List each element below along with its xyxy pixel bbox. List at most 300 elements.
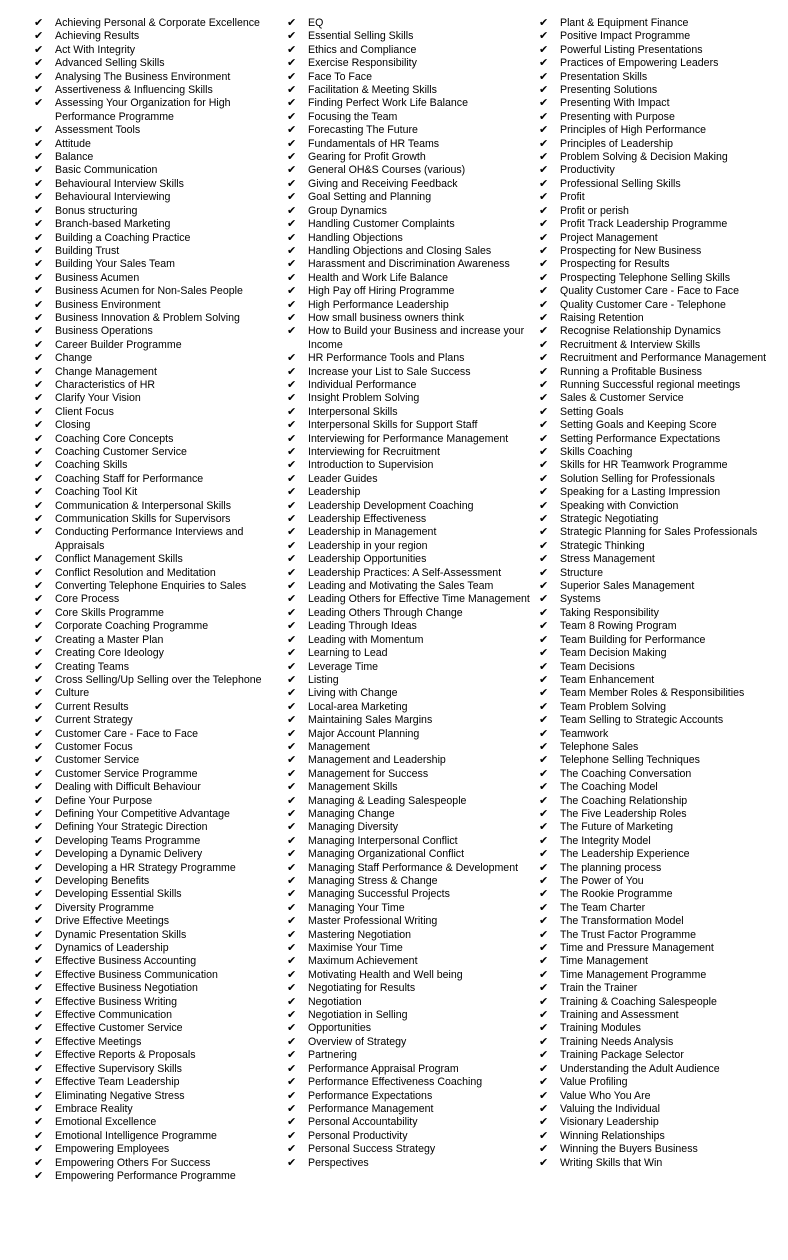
course-title: High Pay off Hiring Programme <box>308 285 455 298</box>
course-title: Powerful Listing Presentations <box>560 43 703 56</box>
check-icon: ✔ <box>287 915 297 928</box>
course-list-item <box>287 500 532 513</box>
check-icon: ✔ <box>287 285 297 298</box>
course-list-item <box>539 942 779 955</box>
course-list-item <box>34 795 274 808</box>
check-icon: ✔ <box>287 526 297 539</box>
check-icon: ✔ <box>539 378 549 391</box>
check-icon: ✔ <box>287 325 297 338</box>
course-title: Interpersonal Skills for Support Staff <box>308 419 478 432</box>
check-icon: ✔ <box>287 70 297 83</box>
course-list-item <box>539 808 779 821</box>
check-icon: ✔ <box>287 673 297 686</box>
course-list-item <box>34 71 274 84</box>
check-icon: ✔ <box>34 325 44 338</box>
course-title: Prospecting Telephone Selling Skills <box>560 271 730 284</box>
course-title: Developing a HR Strategy Programme <box>55 861 236 874</box>
check-icon: ✔ <box>287 1116 297 1129</box>
course-title: Customer Care - Face to Face <box>55 727 199 740</box>
course-title: Sales & Customer Service <box>560 392 684 405</box>
check-icon: ✔ <box>34 1116 44 1129</box>
check-icon: ✔ <box>287 405 297 418</box>
course-list-item <box>287 687 532 700</box>
course-title: Branch-based Marketing <box>55 218 171 231</box>
course-list-item <box>287 862 532 875</box>
course-title: Converting Telephone Enquiries to Sales <box>55 580 247 593</box>
course-title: Performance Appraisal Program <box>308 1062 459 1075</box>
check-icon: ✔ <box>539 794 549 807</box>
course-list-item <box>34 607 274 620</box>
course-list-item <box>34 661 274 674</box>
check-icon: ✔ <box>287 151 297 164</box>
check-icon: ✔ <box>539 338 549 351</box>
check-icon: ✔ <box>34 821 44 834</box>
check-icon: ✔ <box>287 848 297 861</box>
check-icon: ✔ <box>34 794 44 807</box>
course-list-item <box>287 942 532 955</box>
course-title: Profit <box>560 191 585 204</box>
check-icon: ✔ <box>539 848 549 861</box>
course-list-item <box>539 1036 779 1049</box>
course-title: Leading and Motivating the Sales Team <box>308 580 494 593</box>
course-title: Communication & Interpersonal Skills <box>55 499 232 512</box>
course-title: Productivity <box>560 164 615 177</box>
check-icon: ✔ <box>539 593 549 606</box>
check-icon: ✔ <box>34 177 44 190</box>
course-title: Training and Assessment <box>560 1009 679 1022</box>
course-list-item <box>34 781 274 794</box>
course-list-item <box>539 728 779 741</box>
course-list-item <box>34 848 274 861</box>
course-list-item <box>287 164 532 177</box>
course-title: Leadership Opportunities <box>308 553 427 566</box>
check-icon: ✔ <box>539 580 549 593</box>
course-list-item <box>539 419 779 432</box>
course-title: Coaching Customer Service <box>55 446 187 458</box>
course-list-item <box>539 701 779 714</box>
check-icon: ✔ <box>539 285 549 298</box>
check-icon: ✔ <box>539 459 549 472</box>
course-column-1 <box>34 17 274 1183</box>
check-icon: ✔ <box>287 834 297 847</box>
course-list-item <box>287 285 532 298</box>
check-icon: ✔ <box>539 553 549 566</box>
course-title: Listing <box>308 673 339 686</box>
course-title: Exercise Responsibility <box>308 57 417 70</box>
course-title: Eliminating Negative Stress <box>55 1089 185 1102</box>
course-list-item <box>34 30 274 43</box>
course-list-item <box>539 1022 779 1035</box>
course-list-item <box>539 486 779 499</box>
course-list-item <box>539 754 779 767</box>
course-title: Customer Focus <box>55 740 133 753</box>
check-icon: ✔ <box>34 740 44 753</box>
course-title: Developing Teams Programme <box>55 834 201 847</box>
course-list-item <box>287 1143 532 1156</box>
course-title: The Five Leadership Roles <box>560 807 687 820</box>
course-title: Characteristics of HR <box>55 378 156 391</box>
course-list-item <box>287 1009 532 1022</box>
check-icon: ✔ <box>539 271 549 284</box>
course-list-item <box>539 272 779 285</box>
course-list-item <box>539 1090 779 1103</box>
check-icon: ✔ <box>34 164 44 177</box>
course-title: Profit Track Leadership Programme <box>560 218 728 231</box>
course-list-item <box>287 701 532 714</box>
course-list-item <box>34 1143 274 1156</box>
course-title: Winning Relationships <box>560 1129 665 1142</box>
course-list-item <box>34 620 274 633</box>
check-icon: ✔ <box>287 97 297 110</box>
course-list-item <box>287 406 532 419</box>
course-list-item <box>34 1130 274 1143</box>
course-list-item <box>287 1063 532 1076</box>
course-title: Plant & Equipment Finance <box>560 17 689 29</box>
course-title: Superior Sales Management <box>560 580 695 593</box>
check-icon: ✔ <box>539 1102 549 1115</box>
course-title: Finding Perfect Work Life Balance <box>308 97 468 110</box>
course-title: Drive Effective Meetings <box>55 915 170 928</box>
course-title: Developing Benefits <box>55 875 150 887</box>
course-title: Attitude <box>55 137 91 150</box>
check-icon: ✔ <box>539 392 549 405</box>
course-title: Health and Work Life Balance <box>308 271 448 284</box>
check-icon: ✔ <box>34 43 44 56</box>
course-list-item <box>287 902 532 915</box>
check-icon: ✔ <box>34 687 44 700</box>
check-icon: ✔ <box>34 700 44 713</box>
course-list-item <box>287 567 532 580</box>
course-list-item <box>287 366 532 379</box>
course-list-item <box>287 1157 532 1170</box>
course-list-item <box>34 902 274 915</box>
course-title: Team 8 Rowing Program <box>560 620 677 633</box>
check-icon: ✔ <box>539 995 549 1008</box>
check-icon: ✔ <box>34 1129 44 1142</box>
check-icon: ✔ <box>539 660 549 673</box>
course-title: Defining Your Strategic Direction <box>55 821 208 834</box>
course-title: Team Enhancement <box>560 673 655 686</box>
course-title: Behavioural Interviewing <box>55 191 171 204</box>
course-list-item <box>34 942 274 955</box>
course-list-item <box>287 71 532 84</box>
course-list-item <box>539 955 779 968</box>
check-icon: ✔ <box>287 888 297 901</box>
course-list-item <box>539 768 779 781</box>
course-title: Analysing The Business Environment <box>55 70 231 83</box>
course-list-item <box>34 258 274 271</box>
course-title: Creating Core Ideology <box>55 647 164 660</box>
check-icon: ✔ <box>287 1089 297 1102</box>
course-list-item <box>539 1143 779 1156</box>
course-list-item <box>287 191 532 204</box>
course-title: Current Strategy <box>55 714 133 727</box>
course-list-item <box>539 366 779 379</box>
course-list-item <box>287 607 532 620</box>
course-title: Project Management <box>560 231 658 244</box>
course-list-item <box>287 540 532 553</box>
course-list-item <box>34 1170 274 1183</box>
check-icon: ✔ <box>287 298 297 311</box>
check-icon: ✔ <box>539 1143 549 1156</box>
course-title: Coaching Staff for Performance <box>55 472 204 485</box>
course-title: Basic Communication <box>55 164 158 177</box>
course-title: Group Dynamics <box>308 204 387 217</box>
course-title: Conflict Resolution and Meditation <box>55 566 216 579</box>
course-title: General OH&S Courses (various) <box>308 164 466 177</box>
check-icon: ✔ <box>34 338 44 351</box>
check-icon: ✔ <box>34 834 44 847</box>
course-title: Presentation Skills <box>560 70 648 83</box>
course-title: Effective Customer Service <box>55 1022 183 1035</box>
check-icon: ✔ <box>34 311 44 324</box>
course-list-item <box>34 366 274 379</box>
course-title: Corporate Coaching Programme <box>55 620 209 633</box>
course-title: Maintaining Sales Margins <box>308 714 433 727</box>
course-list-item <box>287 875 532 888</box>
course-list-item <box>287 272 532 285</box>
check-icon: ✔ <box>539 968 549 981</box>
check-icon: ✔ <box>34 1102 44 1115</box>
course-title: Running a Profitable Business <box>560 365 702 378</box>
check-icon: ✔ <box>287 968 297 981</box>
check-icon: ✔ <box>539 352 549 365</box>
course-list-item <box>287 634 532 647</box>
check-icon: ✔ <box>539 57 549 70</box>
course-title: Personal Productivity <box>308 1129 408 1142</box>
course-list-item <box>539 634 779 647</box>
check-icon: ✔ <box>34 459 44 472</box>
course-title: Setting Goals and Keeping Score <box>560 419 717 432</box>
course-list-item <box>34 433 274 446</box>
course-list-item <box>34 352 274 365</box>
check-icon: ✔ <box>34 620 44 633</box>
course-title: Structure <box>560 566 603 579</box>
course-list-item <box>539 97 779 110</box>
course-list-item <box>34 1090 274 1103</box>
check-icon: ✔ <box>34 17 44 29</box>
course-list-item <box>539 392 779 405</box>
course-title: Principles of High Performance <box>560 124 707 137</box>
check-icon: ✔ <box>539 97 549 110</box>
course-list-item <box>539 929 779 942</box>
course-title: Fundamentals of HR Teams <box>308 137 440 150</box>
check-icon: ✔ <box>287 553 297 566</box>
course-title: The Coaching Conversation <box>560 767 692 780</box>
check-icon: ✔ <box>539 566 549 579</box>
course-list-item <box>539 513 779 526</box>
check-icon: ✔ <box>287 17 297 29</box>
course-list-item <box>34 57 274 70</box>
course-list-item <box>34 674 274 687</box>
check-icon: ✔ <box>539 807 549 820</box>
check-icon: ✔ <box>34 151 44 164</box>
course-list-item <box>34 419 274 432</box>
check-icon: ✔ <box>34 901 44 914</box>
course-list-item <box>539 862 779 875</box>
check-icon: ✔ <box>539 177 549 190</box>
course-title: Team Problem Solving <box>560 700 666 713</box>
course-title: Personal Accountability <box>308 1116 418 1129</box>
check-icon: ✔ <box>539 432 549 445</box>
course-title: Effective Supervisory Skills <box>55 1062 182 1075</box>
check-icon: ✔ <box>539 218 549 231</box>
check-icon: ✔ <box>539 700 549 713</box>
course-title: Change Management <box>55 365 157 378</box>
course-title: Effective Meetings <box>55 1035 142 1048</box>
course-title: Strategic Negotiating <box>560 513 659 526</box>
check-icon: ✔ <box>539 539 549 552</box>
check-icon: ✔ <box>287 365 297 378</box>
check-icon: ✔ <box>539 110 549 123</box>
check-icon: ✔ <box>34 1009 44 1022</box>
course-title: Creating a Master Plan <box>55 633 164 646</box>
check-icon: ✔ <box>34 84 44 97</box>
course-title: Leading Others Through Change <box>308 606 463 619</box>
check-icon: ✔ <box>539 137 549 150</box>
course-list-item <box>34 553 274 566</box>
course-list-item <box>34 392 274 405</box>
check-icon: ✔ <box>287 539 297 552</box>
check-icon: ✔ <box>539 821 549 834</box>
course-list-item <box>539 1063 779 1076</box>
check-icon: ✔ <box>34 1156 44 1169</box>
course-list-item <box>539 567 779 580</box>
course-list-item <box>287 848 532 861</box>
check-icon: ✔ <box>287 218 297 231</box>
course-list-item <box>287 888 532 901</box>
check-icon: ✔ <box>539 740 549 753</box>
check-icon: ✔ <box>287 821 297 834</box>
course-list-item <box>287 151 532 164</box>
course-list-item <box>287 138 532 151</box>
course-list-item <box>34 1157 274 1170</box>
course-list-item <box>34 634 274 647</box>
course-list-item <box>287 982 532 995</box>
course-list-item <box>287 486 532 499</box>
check-icon: ✔ <box>34 606 44 619</box>
course-title: The Leadership Experience <box>560 848 690 861</box>
course-title: Skills for HR Teamwork Programme <box>560 459 728 472</box>
course-list-item <box>34 1049 274 1062</box>
check-icon: ✔ <box>539 942 549 955</box>
course-list-item <box>539 1103 779 1116</box>
course-title: Leadership Practices: A Self-Assessment <box>308 566 502 579</box>
course-list-item <box>34 84 274 97</box>
check-icon: ✔ <box>539 191 549 204</box>
course-title: Business Operations <box>55 325 153 338</box>
course-list-item <box>539 969 779 982</box>
course-title: Principles of Leadership <box>560 137 674 150</box>
course-list-item <box>287 473 532 486</box>
course-title: Client Focus <box>55 405 114 418</box>
course-list-item <box>34 969 274 982</box>
course-list-item <box>34 929 274 942</box>
course-list-item <box>539 299 779 312</box>
check-icon: ✔ <box>287 740 297 753</box>
course-title: Problem Solving & Decision Making <box>560 151 728 164</box>
course-list-item <box>34 513 274 526</box>
course-title: Effective Team Leadership <box>55 1076 180 1089</box>
course-list-item <box>287 620 532 633</box>
course-title: Conflict Management Skills <box>55 553 183 566</box>
check-icon: ✔ <box>287 647 297 660</box>
course-list-item <box>539 352 779 365</box>
course-title: Speaking with Conviction <box>560 499 679 512</box>
course-list-item <box>34 459 274 472</box>
course-title: Visionary Leadership <box>560 1116 659 1129</box>
check-icon: ✔ <box>34 1143 44 1156</box>
check-icon: ✔ <box>287 794 297 807</box>
course-list-item <box>34 446 274 459</box>
check-icon: ✔ <box>34 204 44 217</box>
check-icon: ✔ <box>287 700 297 713</box>
course-list-item <box>287 446 532 459</box>
course-title: Value Profiling <box>560 1076 628 1089</box>
course-title: Presenting With Impact <box>560 97 670 110</box>
course-title: Empowering Employees <box>55 1143 170 1156</box>
check-icon: ✔ <box>34 472 44 485</box>
course-title: EQ <box>308 17 324 29</box>
check-icon: ✔ <box>34 258 44 271</box>
course-list-item <box>34 205 274 218</box>
course-list-item <box>287 325 532 352</box>
course-title: Leadership in Management <box>308 526 437 539</box>
course-list-item <box>34 164 274 177</box>
course-title: Achieving Personal & Corporate Excellence <box>55 17 260 29</box>
course-list-item <box>34 741 274 754</box>
course-list-item <box>539 245 779 258</box>
course-title: Stress Management <box>560 553 655 566</box>
course-title: The Power of You <box>560 875 644 887</box>
course-list-item <box>34 647 274 660</box>
course-list-item <box>34 151 274 164</box>
course-list-item <box>539 473 779 486</box>
check-icon: ✔ <box>287 244 297 257</box>
check-icon: ✔ <box>539 365 549 378</box>
check-icon: ✔ <box>34 1049 44 1062</box>
course-list-item <box>34 406 274 419</box>
check-icon: ✔ <box>539 754 549 767</box>
check-icon: ✔ <box>287 177 297 190</box>
check-icon: ✔ <box>34 218 44 231</box>
check-icon: ✔ <box>34 861 44 874</box>
check-icon: ✔ <box>539 901 549 914</box>
course-list-item <box>287 392 532 405</box>
check-icon: ✔ <box>539 513 549 526</box>
course-list-item <box>539 164 779 177</box>
course-title: Business Acumen <box>55 271 140 284</box>
check-icon: ✔ <box>287 995 297 1008</box>
course-title: Forecasting The Future <box>308 124 418 137</box>
course-list-item <box>539 821 779 834</box>
course-title: Business Innovation & Problem Solving <box>55 311 240 324</box>
check-icon: ✔ <box>287 57 297 70</box>
course-title: Understanding the Adult Audience <box>560 1062 720 1075</box>
check-icon: ✔ <box>287 419 297 432</box>
course-title: Recognise Relationship Dynamics <box>560 325 721 338</box>
check-icon: ✔ <box>539 834 549 847</box>
check-icon: ✔ <box>287 955 297 968</box>
course-list-item <box>287 781 532 794</box>
course-title: Effective Communication <box>55 1009 172 1022</box>
check-icon: ✔ <box>287 110 297 123</box>
course-title: Handling Customer Complaints <box>308 218 455 231</box>
check-icon: ✔ <box>539 30 549 43</box>
course-list-item <box>287 526 532 539</box>
course-title: Leadership <box>308 486 361 499</box>
course-list-item <box>287 232 532 245</box>
